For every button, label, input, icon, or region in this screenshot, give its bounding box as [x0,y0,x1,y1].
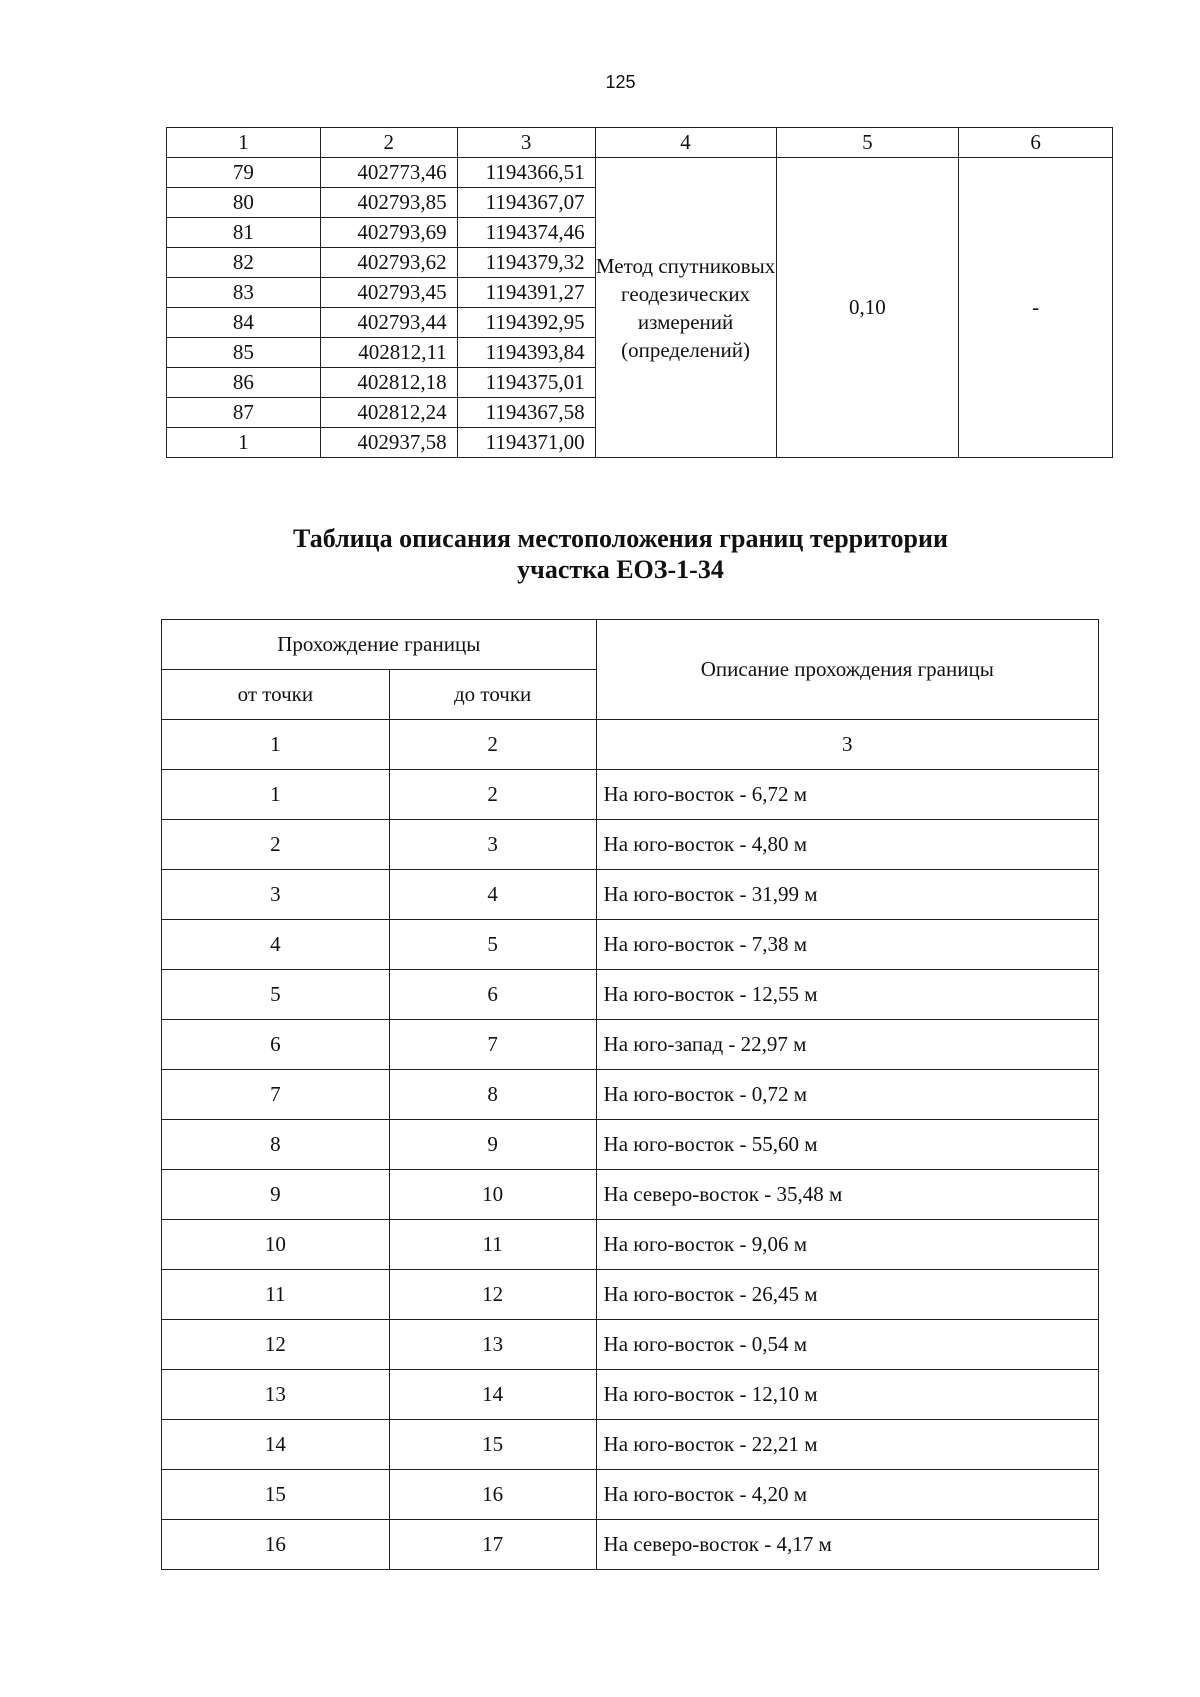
boundary-row [162,1420,1099,1470]
to-point: 15 [389,1420,596,1470]
to-point: 4 [389,870,596,920]
boundary-description: На юго-восток - 4,20 м [596,1470,1098,1520]
point-number: 84 [167,308,321,338]
boundary-header-row [162,620,1099,670]
boundary-row [162,1320,1099,1370]
column-6-value: - [959,158,1113,458]
from-point: 16 [162,1520,390,1570]
from-point: 6 [162,1020,390,1070]
coordinate-x: 402793,62 [320,248,457,278]
point-number: 81 [167,218,321,248]
to-point: 6 [389,970,596,1020]
column-number-4: 4 [595,128,776,158]
coordinate-y: 1194367,07 [457,188,595,218]
coordinate-y: 1194367,58 [457,398,595,428]
column-number-6: 6 [959,128,1113,158]
to-point: 5 [389,920,596,970]
heading-line-2: участка ЕОЗ-1-34 [517,555,724,584]
coordinate-x: 402773,46 [320,158,457,188]
column-number-2: 2 [389,720,596,770]
point-number: 87 [167,398,321,428]
boundary-description: На юго-восток - 4,80 м [596,820,1098,870]
column-number-2: 2 [320,128,457,158]
from-point: 2 [162,820,390,870]
boundary-description: На северо-восток - 35,48 м [596,1170,1098,1220]
boundary-row [162,1020,1099,1070]
from-point: 15 [162,1470,390,1520]
coordinate-x: 402793,85 [320,188,457,218]
from-point: 11 [162,1270,390,1320]
column-number-1: 1 [162,720,390,770]
boundary-row [162,1370,1099,1420]
boundary-description: На юго-запад - 22,97 м [596,1020,1098,1070]
header-boundary-description: Описание прохождения границы [596,620,1098,720]
page-number: 125 [605,72,636,92]
boundary-description: На юго-восток - 9,06 м [596,1220,1098,1270]
point-number: 83 [167,278,321,308]
coordinate-y: 1194379,32 [457,248,595,278]
boundary-row [162,1520,1099,1570]
from-point: 8 [162,1120,390,1170]
boundary-row [162,1120,1099,1170]
to-point: 16 [389,1470,596,1520]
from-point: 7 [162,1070,390,1120]
coordinate-x: 402937,58 [320,428,457,458]
from-point: 9 [162,1170,390,1220]
from-point: 14 [162,1420,390,1470]
boundary-numbering-row [162,720,1099,770]
to-point: 2 [389,770,596,820]
boundary-description: На юго-восток - 0,54 м [596,1320,1098,1370]
boundary-description: На юго-восток - 7,38 м [596,920,1098,970]
point-number: 79 [167,158,321,188]
coordinate-y: 1194366,51 [457,158,595,188]
to-point: 3 [389,820,596,870]
measurement-accuracy: 0,10 [776,158,959,458]
boundary-description: На юго-восток - 55,60 м [596,1120,1098,1170]
boundary-description: На юго-восток - 6,72 м [596,770,1098,820]
to-point: 10 [389,1170,596,1220]
column-number-1: 1 [167,128,321,158]
to-point: 9 [389,1120,596,1170]
point-number: 86 [167,368,321,398]
from-point: 1 [162,770,390,820]
measurement-method: Метод спутниковых геодезических измерений (определений) [595,158,776,458]
coordinate-y: 1194391,27 [457,278,595,308]
boundary-description-table [161,619,1099,1570]
point-number: 1 [167,428,321,458]
boundary-description: На юго-восток - 26,45 м [596,1270,1098,1320]
boundary-row [162,1220,1099,1270]
table-heading [0,523,1200,585]
column-number-3: 3 [457,128,595,158]
boundary-description: На юго-восток - 22,21 м [596,1420,1098,1470]
boundary-row [162,770,1099,820]
boundary-row [162,1170,1099,1220]
heading-line-1: Таблица описания местоположения границ территории [293,524,948,553]
to-point: 12 [389,1270,596,1320]
boundary-description: На юго-восток - 31,99 м [596,870,1098,920]
boundary-row [162,1270,1099,1320]
from-point: 4 [162,920,390,970]
coordinate-x: 402793,69 [320,218,457,248]
coordinate-y: 1194392,95 [457,308,595,338]
boundary-row [162,820,1099,870]
from-point: 5 [162,970,390,1020]
from-point: 12 [162,1320,390,1370]
boundary-description: На юго-восток - 0,72 м [596,1070,1098,1120]
from-point: 3 [162,870,390,920]
from-point: 13 [162,1370,390,1420]
boundary-description: На северо-восток - 4,17 м [596,1520,1098,1570]
to-point: 7 [389,1020,596,1070]
from-point: 10 [162,1220,390,1270]
coordinate-y: 1194393,84 [457,338,595,368]
coordinate-y: 1194371,00 [457,428,595,458]
to-point: 13 [389,1320,596,1370]
coordinate-x: 402793,45 [320,278,457,308]
coordinate-x: 402812,11 [320,338,457,368]
coordinate-y: 1194374,46 [457,218,595,248]
boundary-row [162,920,1099,970]
column-number-5: 5 [776,128,959,158]
header-to-point: до точки [389,670,596,720]
column-number-3: 3 [596,720,1098,770]
coordinates-row [167,158,1113,188]
coordinate-x: 402793,44 [320,308,457,338]
point-number: 82 [167,248,321,278]
coordinates-header-row [167,128,1113,158]
boundary-row [162,870,1099,920]
header-boundary-passage: Прохождение границы [162,620,597,670]
header-from-point: от точки [162,670,390,720]
boundary-row [162,1070,1099,1120]
coordinate-y: 1194375,01 [457,368,595,398]
boundary-description: На юго-восток - 12,10 м [596,1370,1098,1420]
point-number: 85 [167,338,321,368]
boundary-row [162,970,1099,1020]
to-point: 14 [389,1370,596,1420]
boundary-row [162,1470,1099,1520]
point-number: 80 [167,188,321,218]
coordinate-x: 402812,18 [320,368,457,398]
boundary-description: На юго-восток - 12,55 м [596,970,1098,1020]
to-point: 17 [389,1520,596,1570]
to-point: 8 [389,1070,596,1120]
coordinates-table [166,127,1113,458]
coordinate-x: 402812,24 [320,398,457,428]
to-point: 11 [389,1220,596,1270]
